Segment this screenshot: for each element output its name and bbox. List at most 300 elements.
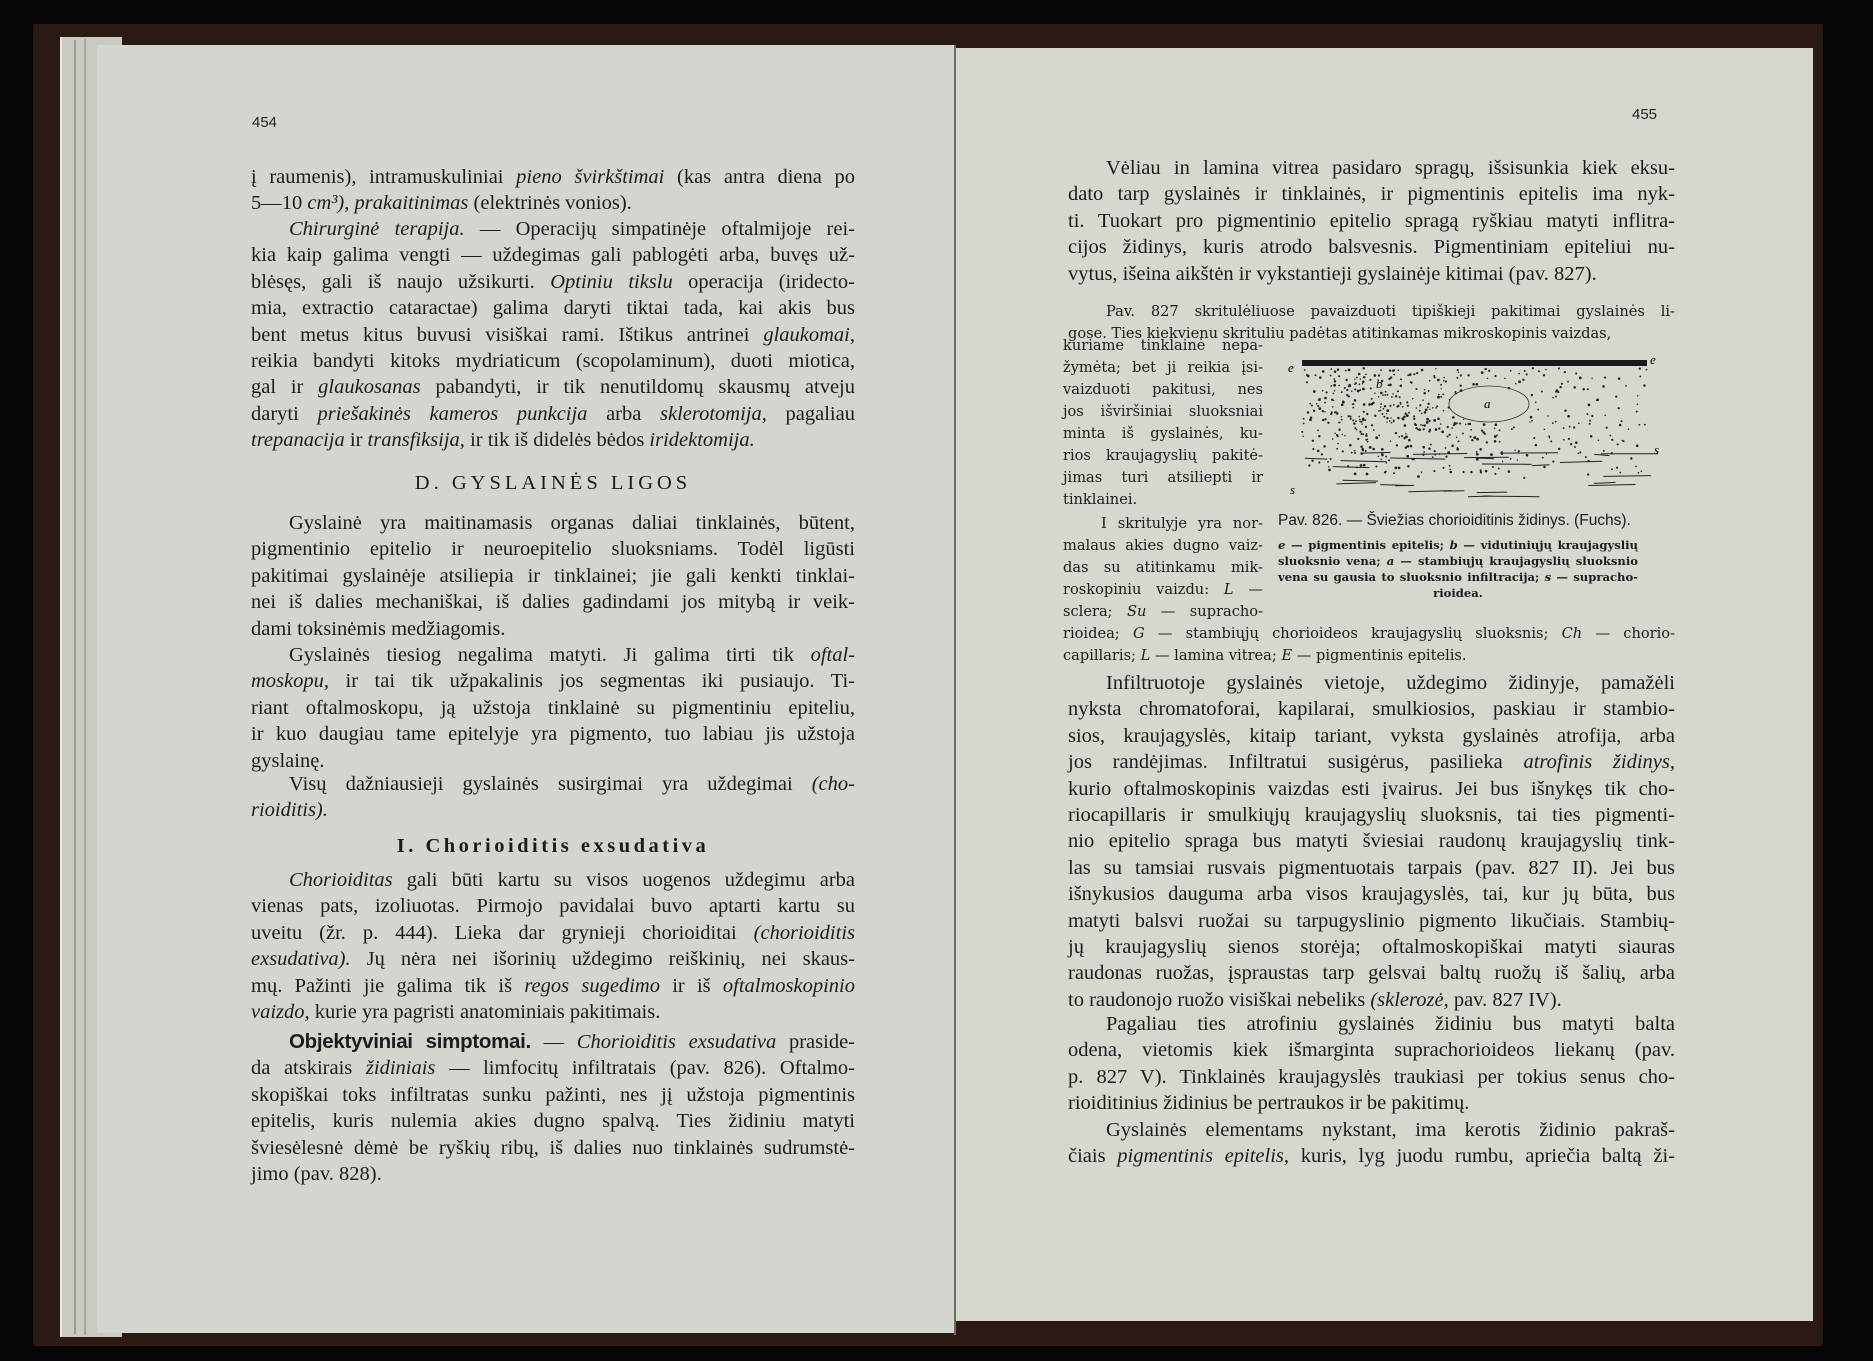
stipple-dot bbox=[1437, 396, 1440, 399]
stipple-dot bbox=[1423, 424, 1426, 427]
stipple-dot bbox=[1375, 465, 1377, 467]
stipple-dot bbox=[1360, 445, 1363, 448]
fiber-stroke bbox=[1305, 458, 1327, 459]
text: vienas pats, izoliuotas. Pirmojo pavidalai buvo aptarti kartu su bbox=[251, 895, 855, 918]
paragraph bbox=[251, 510, 855, 642]
stipple-dot bbox=[1344, 435, 1346, 437]
stipple-dot bbox=[1610, 435, 1612, 437]
stipple-dot bbox=[1424, 389, 1426, 391]
stipple-dot bbox=[1418, 428, 1421, 431]
book-gutter bbox=[954, 45, 956, 1335]
stipple-dot bbox=[1324, 402, 1326, 404]
text: malaus akies dugno vaiz- bbox=[1063, 537, 1263, 554]
text: kurie yra pagristi anatominiais pakitimais. bbox=[309, 1000, 661, 1023]
text-line bbox=[1278, 537, 1638, 553]
stipple-dot bbox=[1367, 441, 1369, 443]
text: das su atitinkamu mik- bbox=[1063, 559, 1263, 576]
stipple-dot bbox=[1443, 410, 1444, 411]
text: matyti balsvi ruožai su tarpugyslinio pigmento likučiais. Stambių- bbox=[1068, 909, 1675, 932]
section-heading: D. GYSLAINĖS LIGOS bbox=[414, 472, 692, 494]
stipple-dot bbox=[1363, 376, 1366, 379]
stipple-dot bbox=[1393, 404, 1395, 406]
stipple-dot bbox=[1353, 403, 1355, 405]
stipple-dot bbox=[1423, 392, 1426, 395]
stipple-dot bbox=[1333, 400, 1335, 402]
stipple-dot bbox=[1344, 387, 1346, 389]
text: — pigmentinis epitelis. bbox=[1292, 647, 1467, 664]
stipple-dot bbox=[1469, 436, 1471, 438]
stipple-dot bbox=[1564, 409, 1567, 412]
stipple-dot bbox=[1378, 434, 1380, 436]
stipple-dot bbox=[1604, 415, 1606, 417]
stipple-dot bbox=[1481, 371, 1484, 374]
stipple-dot bbox=[1646, 369, 1648, 371]
text-line bbox=[1068, 208, 1675, 234]
stipple-dot bbox=[1337, 436, 1338, 437]
stipple-dot bbox=[1389, 384, 1392, 387]
figure-label-b: b bbox=[1376, 376, 1383, 391]
stipple-dot bbox=[1573, 426, 1575, 428]
text-line bbox=[1068, 181, 1675, 207]
stipple-dot bbox=[1366, 473, 1369, 476]
stipple-dot bbox=[1380, 403, 1382, 405]
stipple-dot bbox=[1330, 458, 1332, 460]
text: jos randėjimas. Infiltratui susigėrus, pasilieka bbox=[1068, 751, 1524, 774]
stipple-dot bbox=[1349, 444, 1352, 447]
stipple-dot bbox=[1591, 378, 1592, 379]
stipple-dot bbox=[1552, 397, 1554, 399]
text-line bbox=[251, 695, 855, 721]
stipple-dot bbox=[1330, 368, 1332, 370]
stipple-dot bbox=[1523, 477, 1525, 479]
figure-label-s: s bbox=[1654, 442, 1660, 457]
fiber-stroke bbox=[1594, 454, 1609, 455]
stipple-dot bbox=[1550, 440, 1552, 442]
text-line bbox=[1068, 155, 1675, 181]
stipple-dot bbox=[1323, 445, 1326, 448]
stipple-dot bbox=[1400, 385, 1403, 388]
text: Visų dažniausieji gyslainės susirgimai yra uždegimai bbox=[289, 773, 812, 795]
text-line bbox=[251, 668, 855, 694]
text: minta iš gyslainės, ku- bbox=[1063, 425, 1263, 442]
stipple-dot bbox=[1386, 417, 1388, 419]
text-line bbox=[1063, 379, 1263, 401]
stipple-dot bbox=[1392, 393, 1394, 395]
stipple-dot bbox=[1442, 467, 1444, 469]
text-line bbox=[251, 642, 855, 668]
stipple-dot bbox=[1590, 435, 1593, 438]
text: pabandyti, ir tik nenutildomų skausmų atveju bbox=[420, 376, 855, 399]
stipple-dot bbox=[1334, 380, 1336, 382]
text: — bbox=[1233, 581, 1263, 598]
stipple-dot bbox=[1611, 468, 1613, 470]
text: sluoksnio vena; bbox=[1278, 554, 1387, 568]
stipple-dot bbox=[1587, 388, 1589, 390]
stipple-dot bbox=[1373, 429, 1375, 431]
stipple-dot bbox=[1326, 391, 1328, 393]
stipple-dot bbox=[1419, 410, 1421, 412]
text: uveitu (žr. p. 444). Lieka dar grynieji chorioiditai bbox=[251, 921, 754, 944]
stipple-dot bbox=[1415, 388, 1417, 390]
stipple-dot bbox=[1390, 440, 1391, 441]
text-line bbox=[251, 867, 855, 893]
stipple-dot bbox=[1366, 433, 1368, 435]
italic-text: b bbox=[1449, 538, 1458, 552]
stipple-dot bbox=[1476, 453, 1479, 456]
text: — Operacijų simpatinėje oftalmijoje rei- bbox=[464, 218, 856, 240]
stipple-dot bbox=[1387, 394, 1389, 396]
stipple-dot bbox=[1389, 369, 1391, 371]
text-line bbox=[251, 999, 855, 1025]
text-line bbox=[1063, 445, 1263, 467]
stipple-dot bbox=[1445, 381, 1447, 383]
stipple-dot bbox=[1386, 409, 1389, 412]
stipple-dot bbox=[1359, 383, 1361, 385]
italic-text: pigmentinis epitelis, bbox=[1117, 1145, 1289, 1168]
stipple-dot bbox=[1619, 472, 1621, 474]
text: Pav. 827 skritulėliuose pavaizduoti tipiškieji pakitimai gyslainės li- bbox=[1106, 303, 1675, 320]
stipple-dot bbox=[1359, 419, 1361, 421]
stipple-dot bbox=[1398, 467, 1401, 470]
stipple-dot bbox=[1449, 471, 1452, 474]
stipple-dot bbox=[1407, 374, 1409, 376]
stipple-dot bbox=[1567, 415, 1570, 418]
text-line bbox=[251, 295, 855, 321]
figure-label-a: a bbox=[1484, 396, 1491, 411]
stipple-dot bbox=[1409, 373, 1412, 376]
stipple-dot bbox=[1435, 428, 1438, 431]
stipple-dot bbox=[1429, 409, 1431, 411]
stipple-dot bbox=[1311, 460, 1313, 462]
text: — supracho- bbox=[1146, 603, 1264, 620]
stipple-dot bbox=[1362, 388, 1365, 391]
stipple-dot bbox=[1555, 391, 1557, 393]
stipple-dot bbox=[1374, 392, 1376, 394]
text-line bbox=[1068, 1090, 1675, 1116]
italic-text: vaizdo, bbox=[251, 1000, 310, 1023]
text-line bbox=[251, 401, 855, 427]
stipple-dot bbox=[1636, 444, 1639, 447]
text: rioidea. bbox=[1433, 586, 1483, 600]
stipple-dot bbox=[1588, 404, 1591, 407]
stipple-dot bbox=[1342, 400, 1344, 402]
stipple-dot bbox=[1308, 464, 1310, 466]
stipple-dot bbox=[1555, 396, 1557, 398]
stipple-dot bbox=[1515, 383, 1517, 385]
stipple-dot bbox=[1327, 422, 1329, 424]
stipple-dot bbox=[1378, 396, 1379, 397]
paragraph bbox=[1068, 670, 1675, 1013]
stipple-dot bbox=[1324, 411, 1325, 412]
stipple-dot bbox=[1407, 405, 1409, 407]
text: pigmentinio epitelio ir neuroepitelio sluoksniams. Todėl ligūsti bbox=[251, 538, 855, 561]
stipple-dot bbox=[1638, 424, 1640, 426]
stipple-dot bbox=[1365, 435, 1367, 437]
text-line bbox=[1278, 553, 1638, 569]
stipple-dot bbox=[1413, 373, 1415, 375]
text-line bbox=[251, 1161, 855, 1187]
text: Jų nėra nei išorinių uždegimo reiškinių, nei skaus- bbox=[350, 948, 855, 971]
stipple-dot bbox=[1333, 384, 1336, 387]
text-line bbox=[1068, 670, 1675, 696]
text: praside- bbox=[776, 1031, 856, 1053]
italic-text: transfiksija, bbox=[367, 429, 465, 452]
text: kurio oftalmoskopinis vaizdas esti įvairus. Jei bus išnykęs tik cho- bbox=[1068, 777, 1675, 800]
text-line bbox=[251, 748, 855, 774]
stipple-dot bbox=[1537, 409, 1539, 411]
stipple-dot bbox=[1401, 435, 1403, 437]
stipple-dot bbox=[1363, 403, 1366, 406]
stipple-dot bbox=[1406, 401, 1408, 403]
stipple-dot bbox=[1641, 470, 1643, 472]
figure-legend bbox=[1278, 537, 1638, 601]
stipple-dot bbox=[1508, 470, 1511, 473]
stipple-dot bbox=[1429, 429, 1431, 431]
text: dami toksinėmis medžiagomis. bbox=[251, 617, 506, 640]
stipple-dot bbox=[1440, 423, 1441, 424]
stipple-dot bbox=[1401, 417, 1403, 419]
stipple-dot bbox=[1415, 427, 1417, 429]
text-line bbox=[251, 322, 855, 348]
stipple-dot bbox=[1374, 415, 1376, 417]
figure-note-tail bbox=[1063, 623, 1675, 667]
stipple-dot bbox=[1442, 393, 1444, 395]
stipple-dot bbox=[1546, 453, 1547, 454]
figure-826-histology bbox=[1284, 352, 1664, 502]
stipple-dot bbox=[1447, 426, 1449, 428]
stipple-dot bbox=[1393, 472, 1395, 474]
text-line bbox=[1068, 1011, 1675, 1037]
stipple-dot bbox=[1398, 436, 1400, 438]
stipple-dot bbox=[1445, 447, 1447, 449]
text: — stambiųjų chorioideos kraujagyslių sluoksnis; bbox=[1144, 625, 1562, 642]
stipple-dot bbox=[1363, 411, 1365, 413]
italic-text: Chirurginė terapija. bbox=[289, 218, 465, 240]
figure-label-s: s bbox=[1290, 482, 1296, 497]
stipple-dot bbox=[1354, 452, 1356, 454]
stipple-dot bbox=[1422, 425, 1424, 427]
fiber-stroke bbox=[1413, 454, 1467, 455]
stipple-dot bbox=[1438, 394, 1440, 396]
text: Gyslainė yra maitinamasis organas daliai tinklainės, būtent, bbox=[289, 512, 855, 534]
stipple-dot bbox=[1341, 416, 1342, 417]
text: Pagaliau ties atrofiniu gyslainės židiniu bus matyti balta bbox=[1106, 1013, 1675, 1035]
stipple-dot bbox=[1400, 378, 1402, 380]
stipple-dot bbox=[1354, 473, 1357, 476]
stipple-dot bbox=[1504, 378, 1506, 380]
text-line bbox=[1068, 301, 1675, 323]
stipple-dot bbox=[1354, 388, 1356, 390]
stipple-dot bbox=[1460, 385, 1462, 387]
stipple-dot bbox=[1393, 420, 1395, 422]
stipple-dot bbox=[1637, 395, 1638, 396]
text-line bbox=[1063, 623, 1675, 645]
stipple-dot bbox=[1541, 391, 1543, 393]
stipple-dot bbox=[1549, 437, 1551, 439]
stipple-dot bbox=[1582, 388, 1584, 390]
stipple-dot bbox=[1480, 471, 1482, 473]
stipple-dot bbox=[1405, 436, 1408, 439]
stipple-dot bbox=[1535, 444, 1537, 446]
stipple-dot bbox=[1569, 426, 1571, 428]
fiber-stroke bbox=[1560, 461, 1602, 462]
stipple-dot bbox=[1615, 395, 1617, 397]
stipple-dot bbox=[1449, 468, 1451, 470]
stipple-dot bbox=[1399, 396, 1401, 398]
stipple-dot bbox=[1494, 375, 1496, 377]
paragraph bbox=[251, 1029, 855, 1187]
stipple-dot bbox=[1548, 435, 1550, 437]
text-line bbox=[251, 1055, 855, 1081]
stipple-dot bbox=[1639, 367, 1641, 369]
text-line bbox=[251, 616, 855, 642]
stipple-dot bbox=[1353, 422, 1355, 424]
fiber-stroke bbox=[1336, 483, 1375, 484]
stipple-dot bbox=[1637, 403, 1639, 405]
text-line bbox=[1278, 569, 1638, 585]
stipple-dot bbox=[1352, 419, 1354, 421]
stipple-dot bbox=[1318, 435, 1320, 437]
stipple-dot bbox=[1428, 390, 1430, 392]
stipple-dot bbox=[1415, 424, 1417, 426]
stipple-dot bbox=[1617, 443, 1619, 445]
text-line bbox=[1278, 585, 1638, 601]
text: dato tarp gyslainės ir tinklainės, ir pigmentinis epitelis ima nyk- bbox=[1068, 183, 1675, 206]
stipple-dot bbox=[1419, 404, 1421, 406]
stipple-dot bbox=[1307, 411, 1309, 413]
stipple-dot bbox=[1611, 439, 1613, 441]
stipple-dot bbox=[1359, 431, 1361, 433]
stipple-dot bbox=[1490, 453, 1493, 456]
figure-stipple bbox=[1301, 360, 1658, 497]
stipple-dot bbox=[1467, 374, 1469, 376]
text: ir kuo daugiau tame epitelyje yra pigmento, tuo labiau jis užstoja bbox=[251, 723, 855, 746]
text: Vėliau in lamina vitrea pasidaro spragų, išsisunkia kiek eksu- bbox=[1106, 157, 1675, 179]
stipple-dot bbox=[1352, 407, 1354, 409]
text: jos išviršiniai sluoksniai bbox=[1063, 403, 1263, 420]
stipple-dot bbox=[1563, 439, 1565, 441]
text-line bbox=[1063, 535, 1263, 557]
stipple-dot bbox=[1587, 413, 1589, 415]
stipple-dot bbox=[1324, 397, 1327, 400]
stipple-dot bbox=[1403, 415, 1406, 418]
stipple-dot bbox=[1354, 384, 1356, 386]
text: mų. Pažinti jie galima tik iš bbox=[251, 974, 525, 997]
text-line bbox=[1063, 579, 1263, 601]
stipple-dot bbox=[1423, 451, 1425, 453]
paragraph bbox=[251, 164, 855, 217]
text: tinklainei. bbox=[1063, 491, 1138, 508]
stipple-dot bbox=[1345, 370, 1347, 372]
stipple-dot bbox=[1513, 426, 1515, 428]
text: kuriame tinklainė nepa- bbox=[1063, 337, 1263, 354]
text: p. 827 V). Tinklainės kraujagyslės traukiasi per tokius senus cho- bbox=[1068, 1065, 1675, 1088]
stipple-dot bbox=[1421, 471, 1423, 473]
stipple-dot bbox=[1636, 411, 1638, 413]
italic-text: trepanacija bbox=[251, 429, 345, 452]
stipple-dot bbox=[1303, 435, 1305, 437]
text-line bbox=[1068, 881, 1675, 907]
stipple-dot bbox=[1511, 428, 1513, 430]
text-line bbox=[1068, 1037, 1675, 1063]
text: šviesėlesnė dėmė be ryškių ribų, iš dalies nuo tinklainės sudrumstė- bbox=[251, 1136, 855, 1159]
stipple-dot bbox=[1312, 448, 1314, 450]
stipple-dot bbox=[1386, 421, 1387, 422]
stipple-dot bbox=[1628, 429, 1630, 431]
stipple-dot bbox=[1526, 454, 1529, 457]
stipple-dot bbox=[1625, 385, 1627, 387]
stipple-dot bbox=[1416, 372, 1418, 374]
text: — limfocitų infiltratais (pav. 826). Oftalmo- bbox=[435, 1057, 855, 1080]
stipple-dot bbox=[1382, 394, 1384, 396]
text: I skritulyje yra nor- bbox=[1101, 515, 1263, 532]
stipple-dot bbox=[1427, 406, 1429, 408]
stipple-dot bbox=[1330, 413, 1332, 415]
stipple-dot bbox=[1319, 376, 1321, 378]
stipple-dot bbox=[1456, 437, 1458, 439]
text: nio epitelio spraga bus matyti šviesiai raudonų kraujagyslių tink- bbox=[1068, 830, 1675, 853]
stipple-dot bbox=[1420, 424, 1422, 426]
stipple-dot bbox=[1443, 380, 1445, 382]
italic-text: glaukosanas bbox=[318, 376, 421, 399]
stipple-dot bbox=[1502, 461, 1503, 462]
stipple-dot bbox=[1362, 383, 1363, 384]
stipple-dot bbox=[1416, 407, 1418, 409]
stipple-dot bbox=[1531, 394, 1533, 396]
stipple-dot bbox=[1412, 398, 1413, 399]
stipple-dot bbox=[1423, 428, 1425, 430]
stipple-dot bbox=[1318, 398, 1321, 401]
text: odena, vietomis kiek išmarginta suprachorioideos liekanų (pav. bbox=[1068, 1039, 1675, 1062]
stipple-dot bbox=[1386, 413, 1388, 415]
stipple-dot bbox=[1472, 383, 1475, 386]
stipple-dot bbox=[1579, 451, 1581, 453]
text-line bbox=[251, 374, 855, 400]
stipple-dot bbox=[1494, 440, 1497, 443]
stipple-dot bbox=[1334, 370, 1337, 373]
italic-text: židiniais bbox=[365, 1057, 436, 1080]
text: žymėta; bet ji reikia įsi- bbox=[1063, 359, 1263, 376]
stipple-dot bbox=[1470, 471, 1472, 473]
stipple-dot bbox=[1313, 410, 1315, 412]
stipple-dot bbox=[1510, 458, 1512, 460]
stipple-dot bbox=[1336, 448, 1338, 450]
stipple-dot bbox=[1362, 433, 1364, 435]
stipple-dot bbox=[1395, 432, 1397, 434]
stipple-dot bbox=[1457, 369, 1459, 371]
stipple-dot bbox=[1428, 447, 1431, 450]
stipple-dot bbox=[1429, 420, 1431, 422]
figure-label-e: e bbox=[1288, 360, 1294, 375]
text: (elektrinės vonios). bbox=[468, 192, 632, 215]
stipple-dot bbox=[1315, 374, 1317, 376]
stipple-dot bbox=[1620, 420, 1622, 422]
stipple-dot bbox=[1465, 424, 1467, 426]
text: arba bbox=[587, 402, 661, 425]
text: — pigmentinis epitelis; bbox=[1285, 538, 1450, 552]
text: kia kaip galima vengti — uždegimas gali pablogėti arba, buvęs už- bbox=[251, 244, 855, 267]
stipple-dot bbox=[1555, 421, 1557, 423]
stipple-dot bbox=[1443, 377, 1445, 379]
text: sclera; bbox=[1063, 603, 1127, 620]
stipple-dot bbox=[1603, 450, 1605, 452]
stipple-dot bbox=[1381, 448, 1384, 451]
italic-text: atrofinis židinys, bbox=[1523, 751, 1675, 774]
stipple-dot bbox=[1407, 465, 1409, 467]
stipple-dot bbox=[1359, 389, 1361, 391]
italic-text: L bbox=[1140, 647, 1151, 664]
italic-text: (cho- bbox=[811, 773, 855, 795]
